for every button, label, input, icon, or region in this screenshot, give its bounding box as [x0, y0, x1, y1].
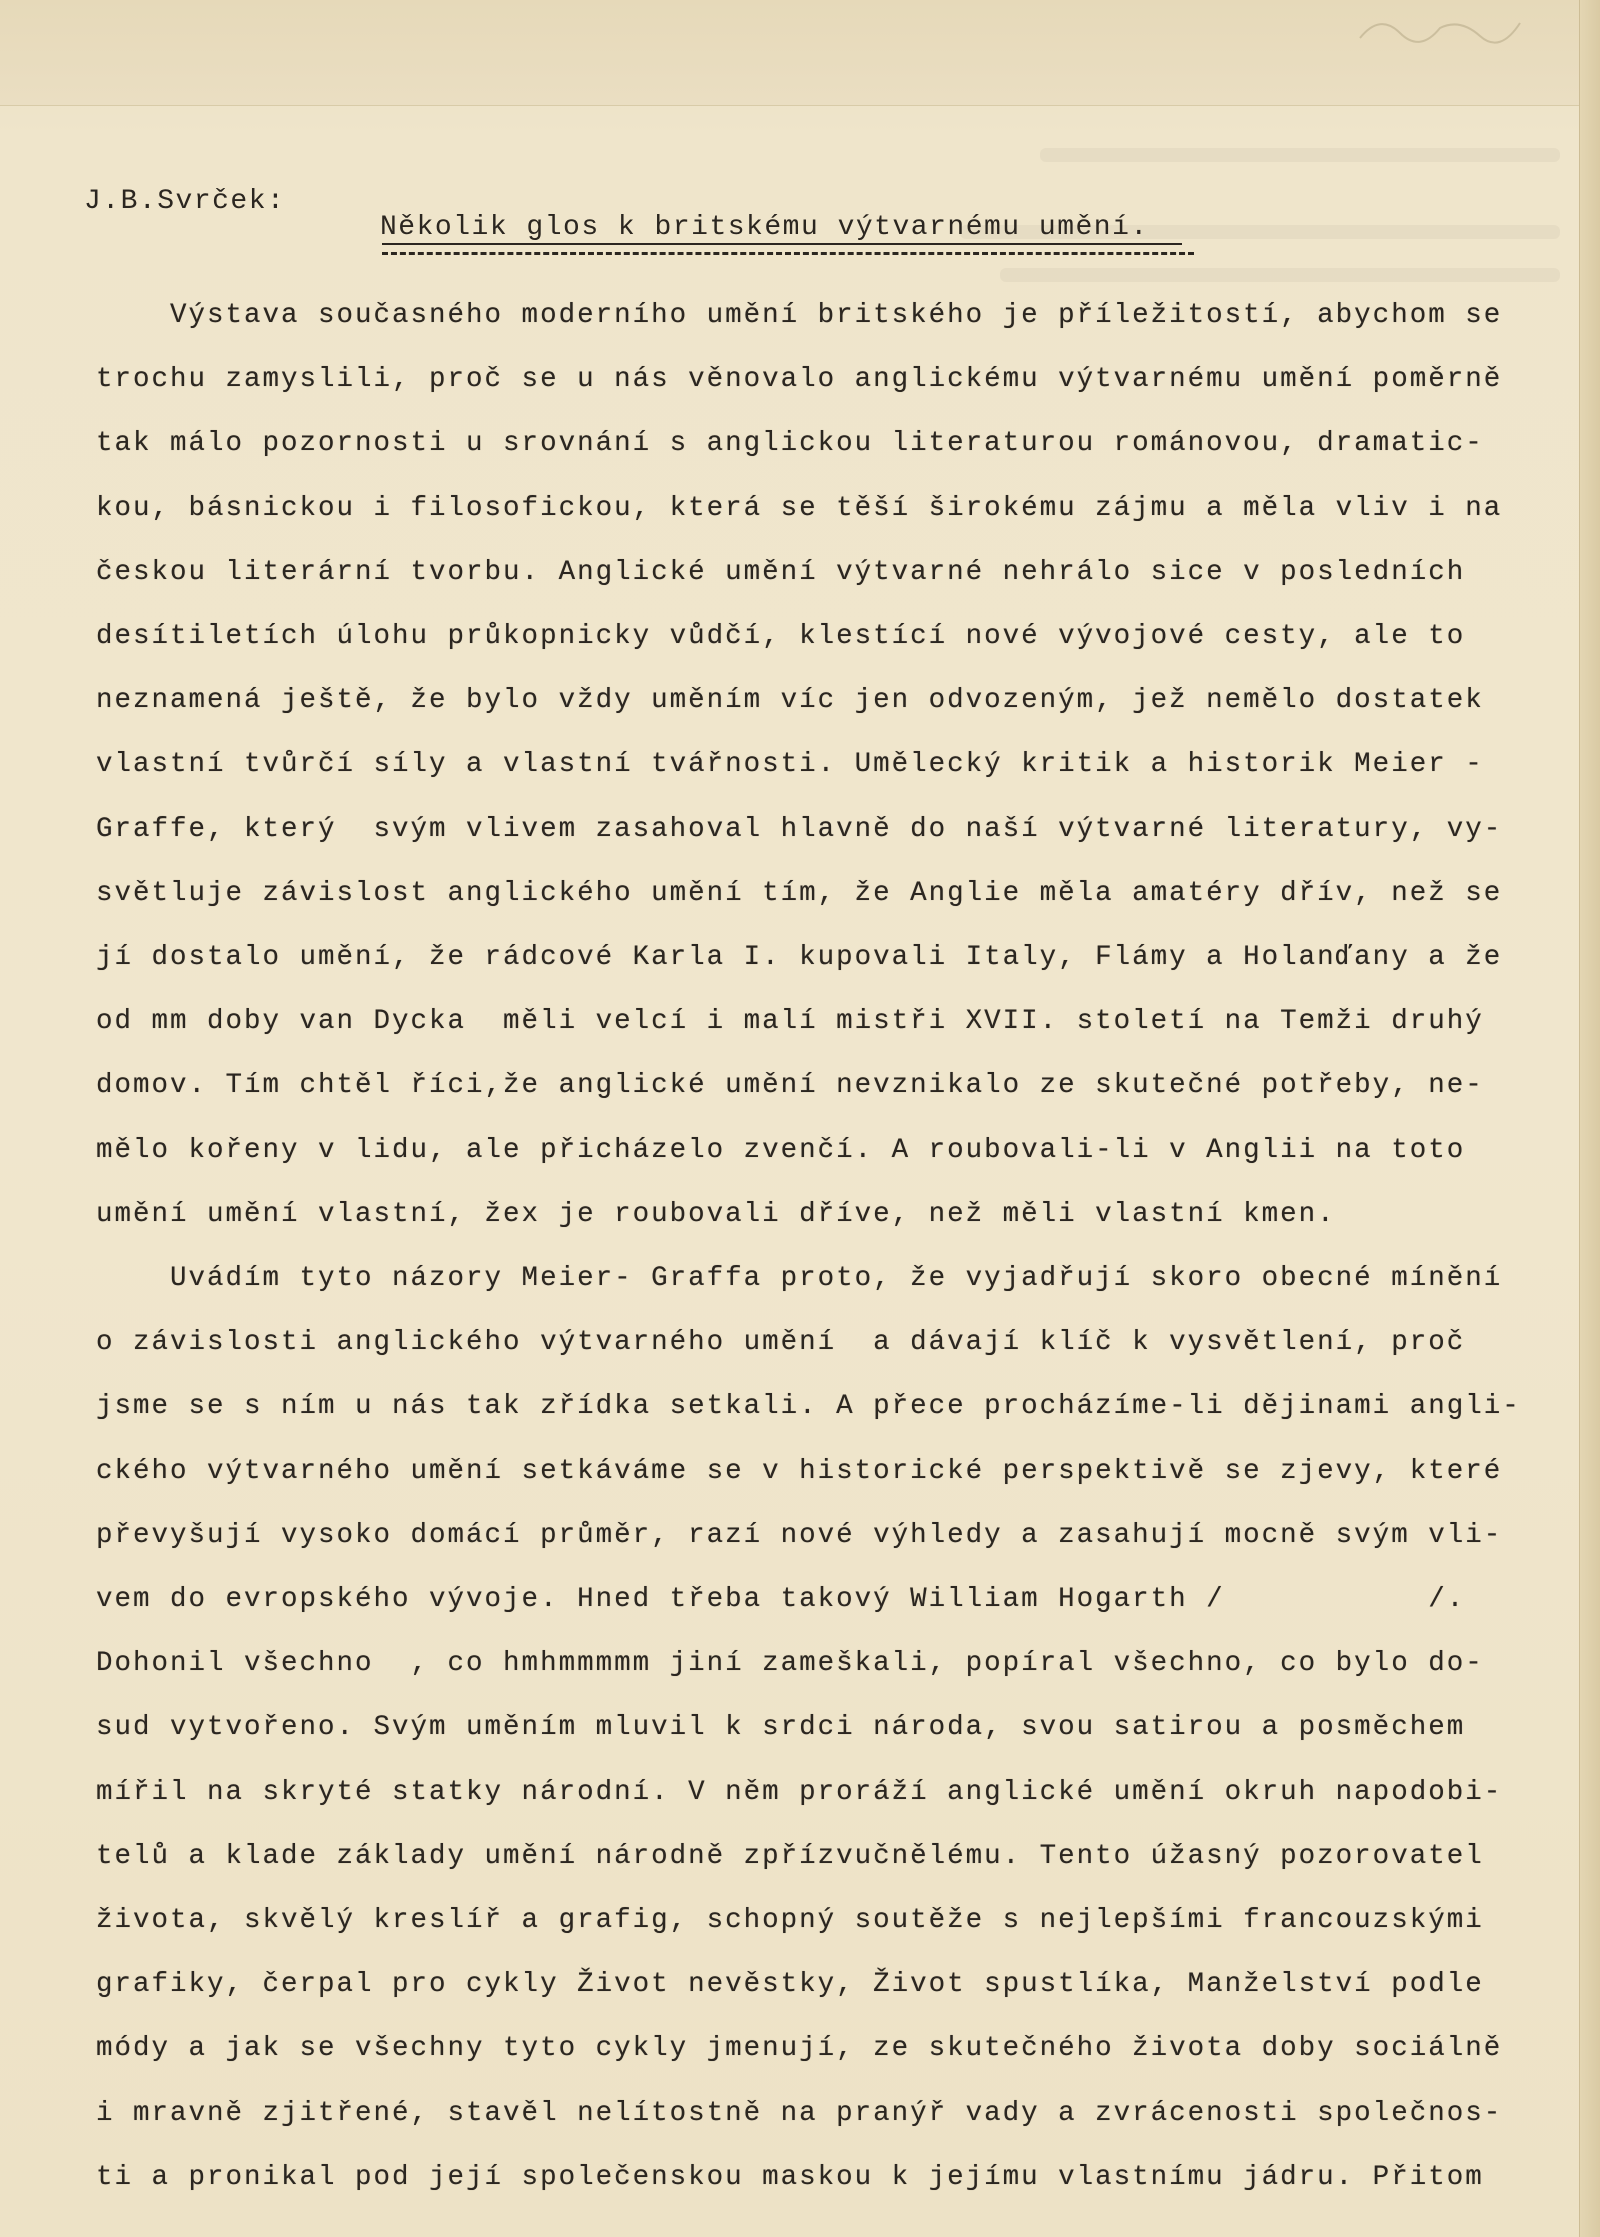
text-line: Graffe, který svým vlivem zasahoval hlavně do naší výtvarné literatury, vy-: [96, 813, 1503, 845]
text-line: ti a pronikal pod její společenskou maskou k jejímu vlastnímu jádru. Přitom: [96, 2161, 1484, 2193]
text-line: tak málo pozornosti u srovnání s anglickou literaturou románovou, dramatic-: [96, 428, 1484, 460]
text-line: ckého výtvarného umění setkáváme se v historické perspektivě se zjevy, které: [96, 1455, 1503, 1487]
text-line: Uvádím tyto názory Meier- Graffa proto, že vyjadřují skoro obecné mínění: [96, 1263, 1503, 1294]
text-line: jí dostalo umění, že rádcové Karla I. kupovali Italy, Flámy a Holanďany a že: [96, 942, 1503, 973]
text-line: Výstava současného moderního umění britského je příležitostí, abychom se: [96, 300, 1503, 331]
text-line: grafiky, čerpal pro cykly Život nevěstky, Život spustlíka, Manželství podle: [96, 1969, 1484, 2001]
text-line: módy a jak se všechny tyto cykly jmenují, ze skutečného života doby sociálně: [96, 2033, 1503, 2065]
text-line: kou, básnickou i filosofickou, která se těší širokému zájmu a měla vliv i na: [96, 492, 1503, 524]
text-line: světluje závislost anglického umění tím, že Anglie měla amatéry dřív, než se: [96, 877, 1503, 909]
text-line: desítiletích úlohu průkopnicky vůdčí, klestící nové vývojové cesty, ale to: [96, 621, 1466, 652]
text-line: i mravně zjitřené, stavěl nelítostně na pranýř vady a zvrácenosti společnos-: [96, 2097, 1503, 2129]
author-name: J.B.Svrček:: [84, 186, 286, 217]
text-line: telů a klade základy umění národně zpřízvučnělému. Tento úžasný pozorovatel: [96, 1840, 1484, 1872]
text-line: převyšují vysoko domácí průměr, razí nové výhledy a zasahují mocně svým vli-: [96, 1519, 1503, 1551]
text-line: neznamená ještě, že bylo vždy uměním víc jen odvozeným, jež nemělo dostatek: [96, 685, 1484, 717]
text-line: sud vytvořeno. Svým uměním mluvil k srdci národa, svou satirou a posměchem: [96, 1712, 1466, 1744]
text-line: mělo kořeny v lidu, ale přicházelo zvenčí. A roubovali-li v Anglii na toto: [96, 1134, 1466, 1166]
text-line: od mm doby van Dycka měli velcí i malí mistři XVII. století na Temži druhý: [96, 1006, 1484, 1038]
text-line: domov. Tím chtěl říci,že anglické umění nevznikalo ze skutečné potřeby, ne-: [96, 1070, 1484, 1102]
text-line: života, skvělý kreslíř a grafig, schopný soutěže s nejlepšími francouzskými: [96, 1905, 1484, 1936]
text-line: trochu zamyslili, proč se u nás věnovalo anglickému výtvarnému umění poměrně: [96, 364, 1503, 396]
text-line: vlastní tvůrčí síly a vlastní tvářnosti. Umělecký kritik a historik Meier -: [96, 749, 1484, 781]
text-line: jsme se s ním u nás tak zřídka setkali. A přece procházíme-li dějinami angli-: [96, 1391, 1521, 1423]
text-line: o závislosti anglického výtvarného umění a dávají klíč k vysvětlení, proč: [96, 1327, 1466, 1359]
article-title: Několik glos k britskému výtvarnému umění.: [380, 212, 1149, 243]
text-line: umění umění vlastní, žex je roubovali dříve, než měli vlastní kmen.: [96, 1198, 1336, 1230]
text-line: Dohonil všechno , co hmhmmmmm jiní zameškali, popíral všechno, co bylo do-: [96, 1648, 1484, 1680]
text-line: mířil na skryté statky národní. V něm proráží anglické umění okruh napodobi-: [96, 1776, 1503, 1808]
text-line: českou literární tvorbu. Anglické umění výtvarné nehrálo sice v posledních: [96, 556, 1466, 588]
text-line: vem do evropského vývoje. Hned třeba takový William Hogarth / /.: [96, 1584, 1466, 1615]
